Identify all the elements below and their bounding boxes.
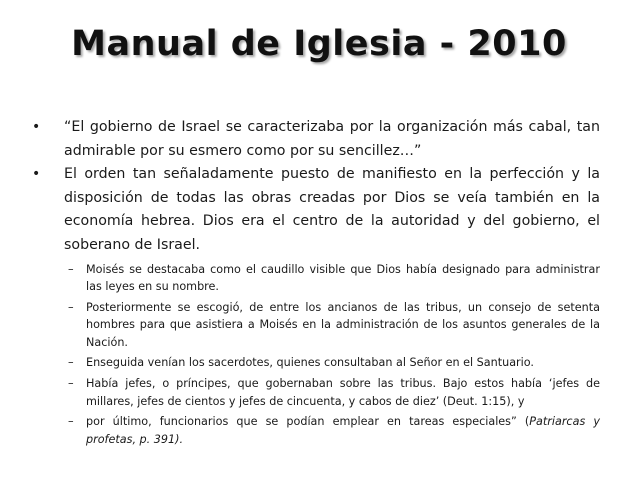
bullet-item [32, 116, 600, 163]
sub-bullet-item [64, 375, 600, 410]
bullet-mark: • [32, 119, 41, 135]
dash-mark: – [68, 356, 74, 370]
sub-bullet-item [64, 413, 600, 448]
bullet-mark: • [32, 166, 41, 182]
page-title: Manual de Iglesia - 2010 [71, 24, 567, 64]
dash-mark: – [68, 377, 74, 391]
sub-bullet-item [64, 299, 600, 351]
bullet-text: El orden tan señaladamente puesto de manifiesto en la perfección y la disposición de todas las obras creadas por Dios se veía también en la economía hebrea. Dios era el centro de la autoridad y del gobierno, el soberano de Israel. [64, 166, 600, 253]
sub-bullet-list [64, 261, 600, 448]
dash-mark: – [68, 263, 74, 276]
dash-mark: – [68, 301, 74, 315]
sub-bullet-text: Moisés se destacaba como el caudillo visible que Dios había designado para administrar las leyes en su nombre. [86, 263, 600, 294]
sub-bullet-text [86, 413, 600, 448]
sub-bullet-text: Había jefes, o príncipes, que gobernaban sobre las tribus. Bajo estos había ‘jefes de millares, jefes de cientos y jefes de cincuenta, y cabos de diez’ (Deut. 1:15), y [86, 377, 600, 408]
bullet-item [32, 163, 600, 257]
citation-italic: Patriarcas y profetas, p. 391). [86, 415, 600, 446]
bullet-text: “El gobierno de Israel se caracterizaba por la organización más cabal, tan admirable por su esmero como por su sencillez…” [64, 119, 600, 159]
sub-bullet-text: Enseguida venían los sacerdotes, quienes consultaban al Señor en el Santuario. [86, 356, 534, 370]
slide-body [32, 116, 600, 451]
sub-bullet-item [64, 354, 600, 371]
sub-bullet-text-start: por último, funcionarios que se podían emplear en tareas especiales” ( [86, 415, 530, 429]
dash-mark: – [68, 415, 74, 429]
sub-bullet-item [64, 261, 600, 296]
sub-bullet-text: Posteriormente se escogió, de entre los ancianos de las tribus, un consejo de setenta hombres para que asistiera a Moisés en la administración de los asuntos generales de la Nación. [86, 301, 600, 349]
